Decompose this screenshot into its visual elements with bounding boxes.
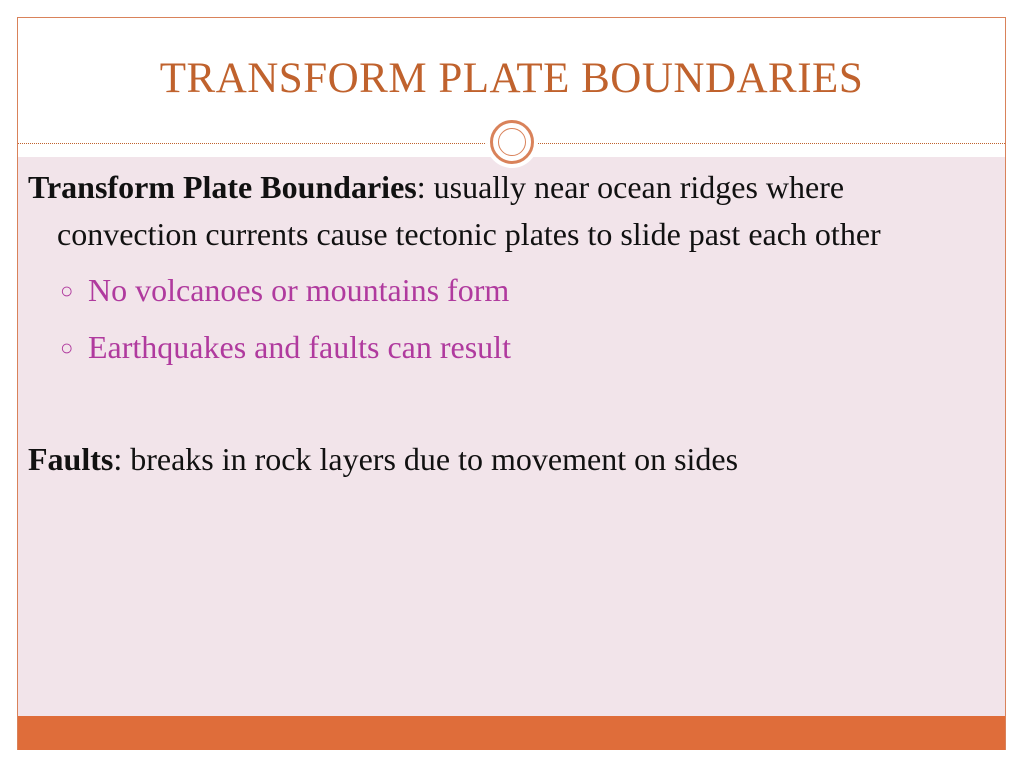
- definition-faults: [28, 436, 948, 483]
- bullet-item: [28, 319, 948, 376]
- definition-transform-boundaries: [28, 164, 948, 258]
- ornament-outer-ring: [490, 120, 534, 164]
- hollow-circle-icon: ○: [60, 335, 74, 360]
- definition-text: : breaks in rock layers due to movement on sides: [113, 441, 739, 477]
- footer-bar: [18, 716, 1005, 750]
- slide-title: TRANSFORM PLATE BOUNDARIES: [159, 55, 864, 102]
- term-faults: Faults: [28, 441, 114, 477]
- slide-body: [28, 164, 948, 483]
- bullet-text: No volcanoes or mountains form: [88, 272, 510, 308]
- spacer: [28, 376, 948, 436]
- bullet-text: Earthquakes and faults can result: [88, 329, 511, 365]
- term-transform-boundaries: Transform Plate Boundaries: [28, 169, 417, 205]
- bullet-item: [28, 262, 948, 319]
- definition-text: : usually near ocean ridges where convection currents cause tectonic plates to slide past each other: [57, 169, 881, 252]
- circle-ornament-icon: [486, 116, 538, 168]
- ornament-inner-ring: [498, 128, 526, 156]
- hollow-circle-icon: ○: [60, 278, 74, 303]
